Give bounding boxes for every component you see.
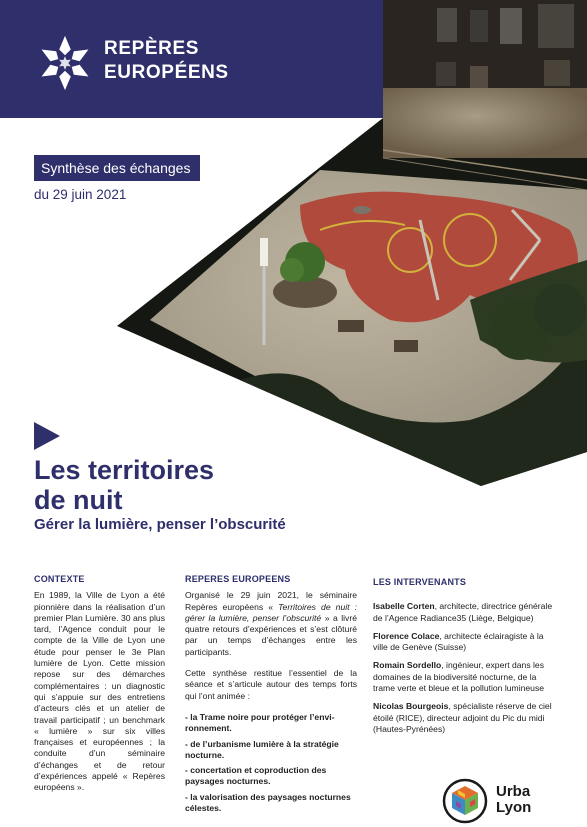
highlight-item: - la Trame noire pour protéger l’environnement. bbox=[185, 711, 335, 734]
speaker-entry bbox=[373, 701, 553, 735]
page-subtitle: Gérer la lumière, penser l’obscurité bbox=[34, 516, 286, 533]
urbalyon-wordmark bbox=[496, 784, 531, 816]
brand-title bbox=[104, 37, 229, 85]
speaker-name: Florence Colace bbox=[373, 630, 440, 641]
reperes-p1-italic: Territoires de nuit : gérer la lumière, penser l’obscurité bbox=[185, 601, 357, 623]
speaker-entry bbox=[373, 631, 553, 654]
speaker-role: , architecte éclairagiste à la ville de Genève (Suisse) bbox=[373, 630, 544, 653]
synthesis-date: du 29 juin 2021 bbox=[34, 187, 127, 202]
speaker-name: Romain Sordello bbox=[373, 660, 442, 671]
page-title bbox=[34, 455, 214, 515]
reperes-column bbox=[185, 574, 357, 818]
highlight-item: - concertation et coproduction des paysages nocturnes. bbox=[185, 765, 327, 787]
highlights-list bbox=[185, 712, 357, 814]
context-column bbox=[34, 574, 165, 794]
speaker-entry bbox=[373, 660, 553, 694]
speakers-column bbox=[373, 577, 553, 742]
context-heading: CONTEXTE bbox=[34, 574, 85, 584]
brand-line-1: REPÈRES bbox=[104, 38, 200, 59]
highlight-item: - la valorisation des paysages nocturnes célestes. bbox=[185, 791, 351, 814]
wordmark-line-1: Urba bbox=[496, 783, 531, 800]
brand-line-2: EUROPÉENS bbox=[104, 62, 229, 83]
speaker-role: , architecte, directrice générale de l’Agence Radiance35 (Liège, Belgique) bbox=[373, 601, 553, 623]
highlight-item: - de l’urbanisme lumière à la stratégie nocturne. bbox=[185, 738, 339, 760]
reperes-p1-before: Organisé le 29 juin 2021, le séminaire Repères européens « bbox=[185, 590, 357, 612]
speaker-name: Isabelle Corten bbox=[373, 601, 435, 612]
reperes-heading: REPERES EUROPEENS bbox=[185, 574, 291, 584]
speaker-role: , ingénieur, expert dans les domaines de la biodiversité nocturne, de la trame verte et bleue et la pollution lumineuse bbox=[373, 660, 545, 694]
snowflake-logo-icon bbox=[36, 34, 94, 92]
speaker-name: Nicolas Bourgeois bbox=[373, 701, 449, 712]
header-band bbox=[0, 0, 383, 118]
wordmark-line-2: Lyon bbox=[496, 799, 532, 816]
play-arrow-icon bbox=[34, 422, 60, 450]
speaker-entry bbox=[373, 601, 553, 624]
reperes-paragraph-1 bbox=[185, 590, 357, 658]
speaker-role: , spécialiste réserve de ciel étoilé (RICE), directeur adjoint du Pic du midi (Hautes-Pyrénées) bbox=[373, 701, 552, 734]
synthesis-tag: Synthèse des échanges bbox=[34, 155, 200, 181]
urbalyon-cube-icon bbox=[442, 778, 488, 824]
title-line-1: Les territoires bbox=[34, 455, 215, 485]
context-text: En 1989, la Ville de Lyon a été pionnière dans la réalisation d’un premier Plan Lumière. 30 ans plus tard, l’Agence conduit pour le compte de la Ville de Lyon une étude pour penser le 3e Plan lumière de Lyon. Cette mission repose sur des démarches complémentaires : un diagnostic qui s’appuie sur des entretiens d’acteurs clés et un atelier de travail participatif ; un benchmark « lumière » sur six villes françaises et européennes ; la conduite d’un séminaire d’échanges et de retour d’expériences appelé « Repères européens ». bbox=[34, 590, 165, 793]
title-line-2: de nuit bbox=[34, 485, 123, 515]
reperes-p1-after: » a livré quatre retours d’expériences et s’est clôturé par un temps d’échanges entre les participants. bbox=[185, 612, 357, 657]
speakers-heading: LES INTERVENANTS bbox=[373, 577, 467, 587]
reperes-paragraph-2: Cette synthèse restitue l’essentiel de la séance et s’articule autour des temps forts qui l’ont animée : bbox=[185, 668, 357, 701]
